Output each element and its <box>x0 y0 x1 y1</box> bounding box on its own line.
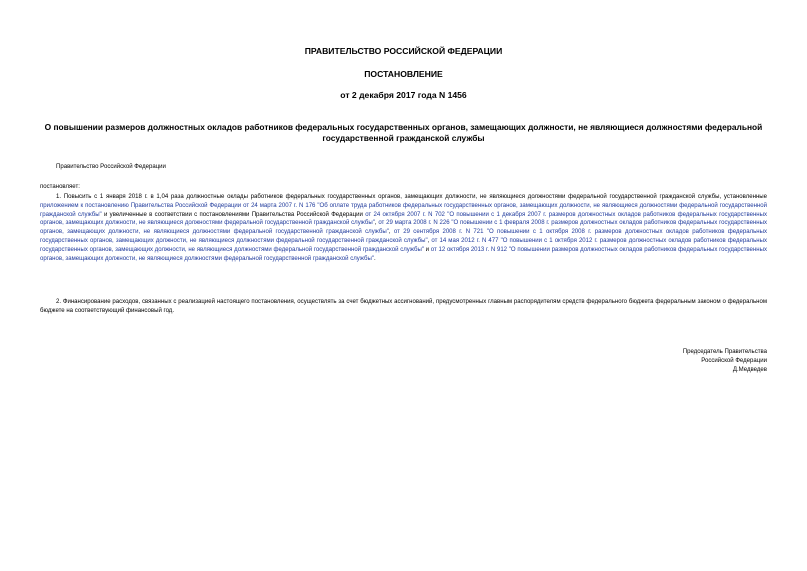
document-title: О повышении размеров должностных окладов работников федеральных государственных органов, замещающих должности, не являющиеся должностями федеральной государственной гражданской службы <box>44 122 763 143</box>
paragraph-1-text: 1. Повысить с 1 января 2018 г. в 1,04 раза должностные оклады работников федеральных государственных органов, замещающих должности, не являющиеся должностями федеральной государственной гражданской службы, установленные <box>56 194 767 200</box>
decree-word: постановляет: <box>40 184 80 190</box>
paragraph-1-text: . <box>373 255 376 262</box>
legal-reference-link[interactable]: от 24 октября 2007 г. N 702 "О повышении с 1 декабря 2007 г. размеров должностных окладов работников федеральных государственных органов, замещающих должности, не являющиеся должностями федеральной государственной гражданской службы" <box>40 211 768 227</box>
signature-name: Д.Медведев <box>732 367 767 373</box>
paragraph-1-text: и увеличенные в соответствии с постановлениями Правительства Российской Федерации <box>101 211 366 218</box>
legal-reference-link[interactable]: приложением к постановлению Правительства Российской Федерации от 24 марта 2007 г. N 176 "Об оплате труда работников федеральных государственных органов, замещающих должности, не являющиеся должностями федеральной государственной гражданской службы" <box>40 202 767 218</box>
legal-reference-link[interactable]: от 12 октября 2013 г. N 912 "О повышении размеров должностных окладов работников федеральных государственных органов, замещающих должности, не являющиеся должностями федеральной государственной гражданской службы" <box>40 246 767 262</box>
issuer-line: Правительство Российской Федерации <box>56 164 166 170</box>
paragraph-1-text: , <box>388 229 394 236</box>
signature-position-line-1: Председатель Правительства <box>682 349 767 355</box>
legal-reference-link[interactable]: от 29 марта 2008 г. N 226 "О повышении с 1 февраля 2008 г. размеров должностных окладов работников федеральных государственных органов, замещающих должности, не являющиеся должностями федеральной государственной гражданской службы" <box>40 220 767 236</box>
paragraph-1-text: , <box>374 220 379 227</box>
paragraph-1 <box>40 193 767 263</box>
legal-reference-link[interactable]: от 14 мая 2012 г. N 477 "О повышении с 1 октября 2012 г. размеров должностных окладов работников федеральных государственных органов, замещающих должности, не являющиеся должностями федеральной государственной гражданской службы" <box>40 237 767 253</box>
document-date-number: от 2 декабря 2017 года N 1456 <box>340 90 467 100</box>
paragraph-1-text: , <box>427 237 432 244</box>
paragraph-2: 2. Финансирование расходов, связанных с реализацией настоящего постановления, осуществлять за счет бюджетных ассигнований, предусмотренных главным распорядителям средств федерального бюджета федеральным законом о федеральном бюджете на соответствующий финансовый год. <box>40 299 767 314</box>
paragraph-1-text: и <box>423 246 431 253</box>
legal-reference-link[interactable]: от 29 сентября 2008 г. N 721 "О повышении с 1 октября 2008 г. размеров должностных окладов работников федеральных государственных органов, замещающих должности, не являющиеся должностями федеральной государственной гражданской службы" <box>40 229 767 244</box>
document-type-heading: ПОСТАНОВЛЕНИЕ <box>364 69 443 79</box>
signature-position-line-2: Российской Федерации <box>701 358 767 364</box>
government-heading: ПРАВИТЕЛЬСТВО РОССИЙСКОЙ ФЕДЕРАЦИИ <box>304 46 503 56</box>
